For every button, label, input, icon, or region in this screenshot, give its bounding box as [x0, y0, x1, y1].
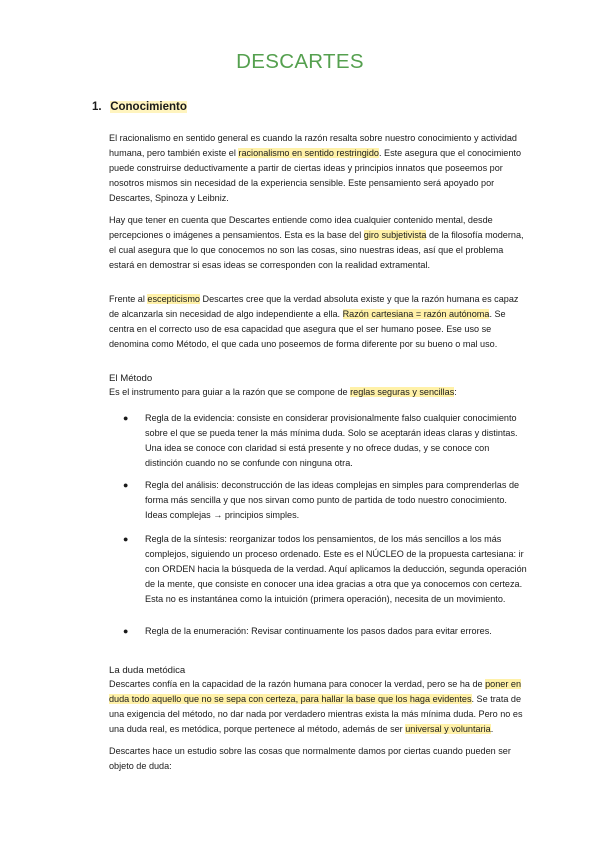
text-run: Descartes confía en la capacidad de la razón humana para conocer la verdad, pero se ha de — [109, 679, 486, 689]
rule-text: Regla de la evidencia: consiste en considerar provisionalmente falso cualquier conocimiento sobre el que se pueda tener la más mínima duda. Solo se aceptarán ideas claras y distintas. Una idea se conoce con claridad si está presente y no ofrece dudas, y se conoce con distinción cuando no se confunde con ninguna otra. — [145, 413, 518, 468]
text-run: Es el instrumento para guiar a la razón que se compone de — [109, 387, 351, 397]
highlight: reglas seguras y sencillas — [350, 387, 455, 397]
page-title: DESCARTES — [236, 50, 364, 73]
section-heading-text: Conocimiento — [110, 101, 187, 113]
highlight: poner en duda todo aquello que no se sepa con certeza, para hallar la base que los haga evidentes — [109, 679, 522, 704]
bullet-icon: ● — [123, 413, 129, 423]
paragraph-metodo-intro — [109, 385, 529, 400]
subheading-duda: La duda metódica — [109, 665, 186, 676]
text-run: Frente al — [109, 294, 148, 304]
highlight: universal y voluntaria — [405, 724, 491, 734]
rule-evidencia — [123, 411, 529, 471]
bullet-icon: ● — [123, 534, 129, 544]
bullet-icon: ● — [123, 626, 129, 636]
paragraph-escepticismo — [109, 292, 529, 352]
bullet-icon: ● — [123, 480, 129, 490]
rule-text: Regla del análisis: deconstrucción de las ideas complejas en simples para comprenderlas de forma más sencilla y que nos sirvan como punto de partida de todo nuestro conocimiento. Ideas complejas → principios simples. — [145, 480, 520, 520]
paragraph-duda — [109, 677, 529, 737]
rule-text: Regla de la síntesis: reorganizar todos los pensamientos, de los más sencillos a los más complejos, siguiendo un proceso ordenado. Este es el NÚCLEO de la propuesta cartesiana: ir con ORDEN hacia la búsqueda de la verdad. Aquí aplicamos la deducción, segunda operación de la mente, que consiste en conocer una idea gracias a otra que ya conocemos con certeza. Esta no es instantánea como la intuición (primera operación), necesita de un movimiento. — [145, 534, 527, 604]
paragraph-duda-estudio: Descartes hace un estudio sobre las cosas que normalmente damos por ciertas cuando pueden ser objeto de duda: — [109, 746, 511, 771]
rule-enumeracion — [123, 624, 529, 639]
subheading-metodo: El Método — [109, 373, 153, 384]
highlight: racionalismo en sentido restringido — [238, 148, 379, 158]
text-run: . Se centra en el correcto uso de esa capacidad que asegura que el ser humano posee. Ese uso se denomina como Método, el que cada uno poseemos de forma diferente por su bueno o mal uso. — [109, 309, 506, 349]
highlight: Razón cartesiana = razón autónoma — [342, 309, 490, 319]
text-run: El racionalismo en sentido general es cuando la razón resalta sobre nuestro conocimiento y actividad humana, pero también existe el — [109, 133, 517, 158]
text-run: . — [490, 724, 494, 734]
text-run: Hay que tener en cuenta que Descartes entiende como idea cualquier contenido mental, desde percepciones o imágenes a pensamientos. Esta es la base del — [109, 215, 493, 240]
highlight: giro subjetivista — [363, 230, 427, 240]
text-run: de la filosofía moderna, el cual asegura que lo que conocemos no son las cosas, sino nuestras ideas, así que el problema estará en demostrar si esas ideas se corresponden con la realidad extramental. — [109, 230, 524, 270]
rule-analisis — [123, 478, 529, 523]
text-run: : — [454, 387, 457, 397]
section-heading — [92, 101, 187, 113]
text-run: . Se trata de una exigencia del método, no dar nada por verdadero mientras exista la más mínima duda. Pero no es una duda real, es metódica, porque pertenece al método, además de ser — [109, 694, 523, 734]
section-number: 1. — [92, 101, 102, 113]
highlight: escepticismo — [147, 294, 200, 304]
paragraph-idea — [109, 213, 529, 273]
paragraph-racionalismo — [109, 131, 529, 206]
text-run: . Este asegura que el conocimiento puede construirse deductivamente a partir de ciertas ideas y principios innatos que poseemos por nosotros mismos sin necesidad de la experiencia sensible. Este pensamiento será apoyado por Descartes, Spinoza y Leibniz. — [109, 148, 522, 203]
text-run: Descartes cree que la verdad absoluta existe y que la razón humana es capaz de alcanzarla sin necesidad de algo independiente a ella. — [109, 294, 519, 319]
rule-text: Regla de la enumeración: Revisar continuamente los pasos dados para evitar errores. — [145, 626, 492, 636]
rule-sintesis — [123, 532, 529, 607]
